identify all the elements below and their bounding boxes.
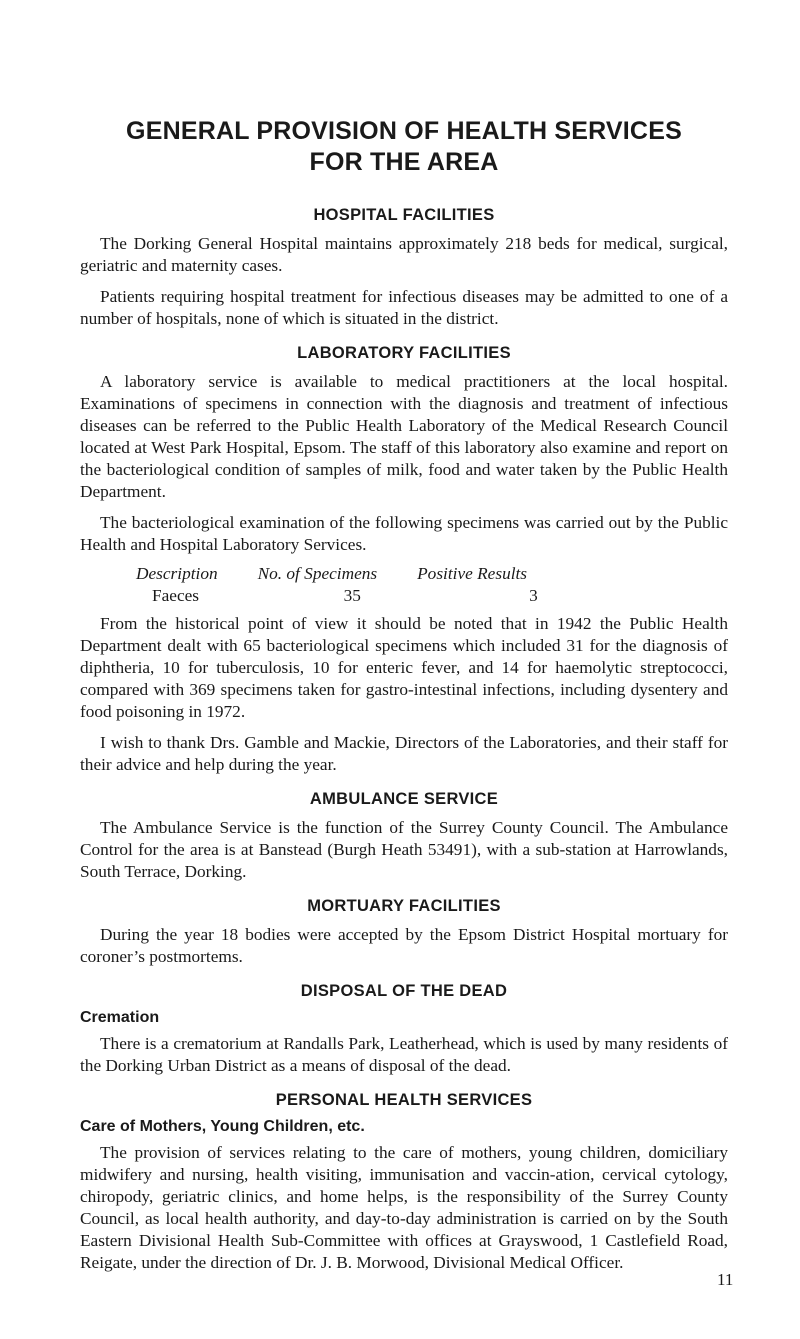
- laboratory-paragraph-2: The bacteriological examination of the following specimens was carried out by the Public Health and Hospital Laboratory Services.: [80, 513, 728, 554]
- laboratory-paragraph-1: A laboratory service is available to medical practitioners at the local hospital. Examinations of specimens in connection with the diagnosis and treatment of infectious diseases can be referred to the Public Health Laboratory of the Medical Research Council located at West Park Hospital, Epsom. The staff of this laboratory also examine and report on the bacteriological condition of samples of milk, food and water taken by the Public Health Department.: [80, 372, 728, 501]
- specimens-cell-positive: 3: [529, 586, 538, 605]
- hospital-paragraph-1: The Dorking General Hospital maintains approximately 218 beds for medical, surgical, geriatric and maternity cases.: [80, 234, 728, 275]
- specimens-header-number: No. of Specimens: [257, 564, 378, 583]
- specimens-cell-number: 35: [343, 586, 361, 605]
- page-title: [80, 116, 728, 178]
- cremation-subheading: Cremation: [80, 1009, 160, 1026]
- table-row: [136, 585, 567, 607]
- ambulance-heading: AMBULANCE SERVICE: [309, 790, 499, 808]
- specimens-header-description: Description: [136, 564, 218, 583]
- laboratory-paragraph-3: From the historical point of view it should be noted that in 1942 the Public Health Department dealt with 65 bacteriological specimens which included 31 for the diagnosis of diphtheria, 10 for tuberculosis, 10 for enteric fever, and 14 for haemolytic streptococci, compared with 369 specimens taken for gastro-intestinal infections, including dysentery and food poisoning in 1972.: [80, 614, 728, 721]
- mothers-children-subheading: Care of Mothers, Young Children, etc.: [80, 1118, 365, 1135]
- disposal-heading: DISPOSAL OF THE DEAD: [300, 982, 508, 1000]
- specimens-table-header-row: [136, 563, 567, 585]
- document-page: [80, 116, 728, 1288]
- page-title-line-2: FOR THE AREA: [309, 148, 499, 176]
- specimens-header-positive: Positive Results: [417, 564, 528, 583]
- mortuary-section: [80, 897, 728, 968]
- page-number: 11: [717, 1270, 734, 1289]
- specimens-table: [136, 563, 567, 607]
- laboratory-heading: LABORATORY FACILITIES: [297, 344, 511, 362]
- hospital-heading: HOSPITAL FACILITIES: [313, 206, 495, 224]
- hospital-paragraph-2: Patients requiring hospital treatment for infectious diseases may be admitted to one of a number of hospitals, none of which is situated in the district.: [80, 287, 728, 328]
- laboratory-section: [80, 344, 728, 776]
- laboratory-paragraph-4: I wish to thank Drs. Gamble and Mackie, Directors of the Laboratories, and their staff for their advice and help during the year.: [80, 733, 728, 774]
- page-title-line-1: GENERAL PROVISION OF HEALTH SERVICES: [126, 117, 682, 145]
- ambulance-section: [80, 790, 728, 883]
- mortuary-heading: MORTUARY FACILITIES: [307, 897, 501, 915]
- disposal-section: [80, 982, 728, 1077]
- disposal-paragraph-1: There is a crematorium at Randalls Park, Leatherhead, which is used by many residents of the Dorking Urban District as a means of disposal of the dead.: [80, 1034, 728, 1075]
- personal-heading: PERSONAL HEALTH SERVICES: [275, 1091, 533, 1109]
- personal-section: [80, 1091, 728, 1274]
- personal-paragraph-1: The provision of services relating to the care of mothers, young children, domiciliary midwifery and nursing, health visiting, immunisation and vaccin-ation, cervical cytology, chiropody, geriatric clinics, and home helps, is the responsibility of the Surrey County Council, as local health authority, and day-to-day administration is carried on by the South Eastern Divisional Health Sub-Committee with offices at Grayswood, 1 Castlefield Road, Reigate, under the direction of Dr. J. B. Morwood, Divisional Medical Officer.: [80, 1143, 728, 1272]
- mortuary-paragraph-1: During the year 18 bodies were accepted by the Epsom District Hospital mortuary for coroner’s postmortems.: [80, 925, 728, 966]
- ambulance-paragraph-1: The Ambulance Service is the function of the Surrey County Council. The Ambulance Control for the area is at Banstead (Burgh Heath 53491), with a sub-station at Harrowlands, South Terrace, Dorking.: [80, 818, 728, 881]
- hospital-section: [80, 206, 728, 330]
- specimens-cell-description: Faeces: [152, 586, 200, 605]
